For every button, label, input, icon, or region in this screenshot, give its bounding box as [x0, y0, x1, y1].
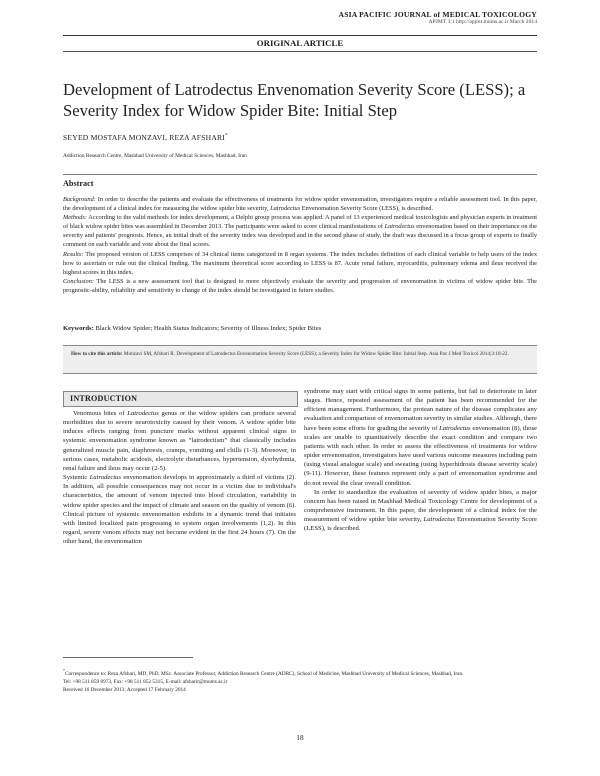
methods-label: Methods: — [63, 214, 87, 222]
received-line: Received 16 December 2013; Accepted 17 February 2014 — [63, 687, 186, 694]
abstract-conclusion: Conclusion: The LESS is a new assessment tool that is designed to more objectively evaluate the severity and progression of envenomation in victims of widow spider bite. The prognostic-ability, reliability and sensitivity to change of the index should be investigated in future studies. — [63, 277, 537, 294]
header-rule — [63, 35, 537, 36]
citation-text: Monzavi SM, Afshari R. Development of Latrodectus Envenomation Severity Score (LESS); a Severity Index for Widow Spider Bite: Initial Step. Asia Pac J Med Toxicol 2014;3:18-22. — [122, 351, 509, 357]
background-label: Background: — [63, 196, 96, 203]
article-type: ORIGINAL ARTICLE — [256, 38, 344, 48]
authors — [63, 133, 228, 142]
page-number: 18 — [296, 733, 304, 742]
introduction-heading: INTRODUCTION — [63, 391, 298, 407]
abstract-body — [63, 195, 537, 295]
left-column — [63, 391, 296, 546]
article-title: Development of Latrodectus Envenomation Severity Score (LESS); a Severity Index for Widow Spider Bite: Initial Step — [63, 80, 526, 120]
corresponding-mark: * — [225, 133, 228, 139]
intro-paragraph-3: syndrome may start with critical signs in some patients, but fail to deteriorate in later stages. Hence, repeated assessment of the patient has been recommended for the efficient management. Furthermore, the protean nature of the disease complicates any evaluation and comparison of envenomation severity in similar studies. Although, there have been some efforts for grading the severity of Latrodectus envenomation (8), those scales are unable to quantitatively describe the exact condition and compare two patients with each other. In order to assess the effectiveness of treatments for widow spider envenomation, investigators have used various outcome measures including pain (using visual analogue scale) and sweating (using hyperhidrosis disease severity scale) (9-11). However, these features represent only a part of envenomation syndrome and do not reveal the clear overall condition. — [304, 388, 538, 487]
conclusion-label: Conclusion: — [63, 277, 95, 285]
intro-paragraph-1: Venomous bites of Latrodectus genus or the widow spiders can produce several morbidities due to severe neurotoxicity caused by their venom. A widow spider bite induces effects ranging from puncture marks without apparent clinical signs to systemic envenomation syndrome known as “latrodectism” that classically includes generalized muscle pain, diaphoresis, cramps, vomiting and chills (1-3). Moreover, in serious cases, metabolic acidosis, electrolyte disturbances, hypertension, dysrhythmia, renal failure and ileus may occur (2-5). — [63, 410, 297, 472]
keywords-label: Keywords: — [63, 325, 94, 332]
affiliation: Addiction Research Centre, Mashhad University of Medical Sciences, Mashhad, Iran — [63, 153, 247, 159]
footnote — [63, 667, 537, 694]
citation-label: How to cite this article: — [71, 351, 123, 357]
keywords — [63, 325, 321, 332]
keywords-text: Black Widow Spider; Health Status Indicators; Severity of Illness Index; Spider Bites — [93, 325, 322, 332]
correspondence: *Correspondence to: Reza Afshari, MD, PhD, MSc. Associate Professor, Addiction Research Centre (ADRC), School of Medicine, Mashhad University of Medical Sciences, Mashhad, Iran. — [63, 668, 464, 677]
citation-box — [63, 345, 537, 374]
results-label: Results: — [63, 250, 84, 258]
contact-line: Tel: +98 511 859 8973, Fax: +98 511 852 5315, E-mail: afsharir@mums.ac.ir — [63, 678, 228, 685]
abstract-results: Results: The proposed version of LESS comprises of 34 clinical items categorized in 8 organ systems. The index includes definition of each clinical variable to help users of the index how to ascertain or rule out the clinical finding. The maximum theoretical score according to LESS is 87. Acute renal failure, myocarditis, pulmonary edema and ileus received the highest scores in this index. — [63, 250, 537, 276]
abstract-background: Background: In order to describe the patients and evaluate the effectiveness of treatments for widow spider envenomation, investigators require a reliable assessment tool. In this paper, the development of a clinical index for measuring the widow spider bite severity, Latrodectus Envenomation Severity Score (LESS), is described. — [63, 196, 537, 213]
abstract-rule — [63, 174, 537, 175]
intro-paragraph-2: Systemic Latrodectus envenomation develops in approximately a third of victims (2). In addition, all possible consequences may not occur in a victim due to individual's characteristics, the amount of venom injected into blood circulation, variability in widow spider species and the impact of climate and season on the quality of venom (6). Clinical picture of systemic envenomation exhibits in a dynamic trend that initiates with limited localized pain progressing to system organ involvements (1,2). In this regard, severe venom effects may not become evident in the first 24 hours (7). On the other hand, the envenomation — [63, 474, 296, 546]
issue-line: APJMT 3;1 http://apjmt.mums.ac.ir March 2014 — [428, 19, 537, 26]
abstract-heading: Abstract — [63, 179, 94, 188]
right-column — [304, 387, 537, 534]
author-names: SEYED MOSTAFA MONZAVI, REZA AFSHARI — [63, 133, 226, 142]
journal-header — [339, 10, 537, 26]
abstract-methods: Methods: According to the valid methods for index development, a Delphi group process was applied. A panel of 13 experienced medical toxicologists and physician experts in treatment of black widow spider bites was assembled in December 2013. The participants were asked to score clinical manifestations of Latrodectus envenomation based on their importance on the severity and patients' prognosis. Hence, an initial draft of the severity index was developed and in the second phase of study, the draft was discussed in a focus group of experts to finally comment on each variable and vote about the final scores. — [63, 214, 537, 249]
intro-paragraph-4: In order to standardize the evaluation of severity of widow spider bites, a major concern has been raised in Mashhad Medical Toxicology Centre for development of a comprehensive instrument. In this paper, the development of a clinical index for the measurement of widow spider bite severity, Latrodectus Envenomation Severity Score (LESS), is described. — [304, 488, 537, 533]
section-rule — [63, 51, 537, 52]
journal-title: ASIA PACIFIC JOURNAL of MEDICAL TOXICOLOGY — [338, 10, 537, 19]
footnote-rule — [63, 657, 193, 658]
